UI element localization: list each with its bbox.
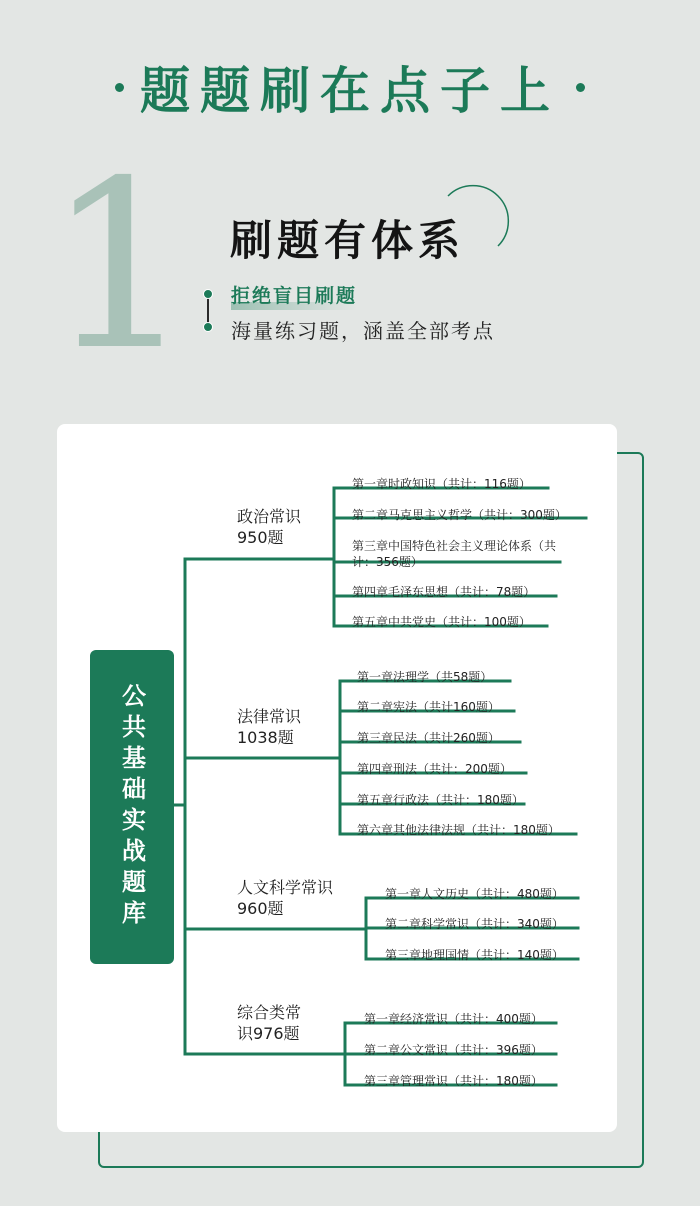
leaf-item: 第二章科学常识（共计：340题）	[385, 917, 564, 931]
section-title: 刷题有体系	[230, 216, 466, 265]
leaf-item: 第五章中共党史（共计：100题）	[352, 615, 531, 629]
leaf-item: 第三章地理国情（共计：140题）	[385, 948, 564, 962]
section-number: 1	[46, 131, 194, 401]
category-label: 法律常识 1038题	[237, 707, 302, 747]
leaf-item: 第二章公文常识（共计：396题）	[364, 1043, 543, 1057]
leaf-item: 第六章其他法律法规（共计：180题）	[357, 823, 560, 837]
mindmap-root	[90, 650, 174, 964]
section-subtitle: 海量练习题，涵盖全部考点	[231, 319, 495, 343]
leaf-item: 第二章马克思主义哲学（共计：300题）	[352, 508, 567, 522]
leaf-item: 第一章法理学（共58题）	[357, 670, 493, 684]
leaf-item: 第三章民法（共计260题）	[357, 731, 500, 745]
leaf-item: 第一章人文历史（共计：480题）	[385, 887, 564, 901]
category-label: 综合类常 识976题	[237, 1003, 302, 1043]
category-label: 政治常识 950题	[237, 507, 302, 547]
leaf-item: 第一章经济常识（共计：400题）	[364, 1012, 543, 1026]
leaf-item: 第三章中国特色社会主义理论体系（共计：356题）	[352, 539, 557, 569]
mindmap-root-label: 公共基础实战题库	[117, 683, 146, 931]
leaf-item: 第五章行政法（共计：180题）	[357, 793, 524, 807]
leaf-item: 第二章宪法（共计160题）	[357, 700, 500, 714]
leaf-item: 第四章刑法（共计：200题）	[357, 762, 512, 776]
section-subtitle-highlight: 拒绝盲目刷题	[231, 281, 357, 310]
page-title: 题题刷在点子上	[140, 61, 560, 120]
leaf-item: 第三章管理常识（共计：180题）	[364, 1074, 543, 1088]
leaf-item: 第一章时政知识（共计：116题）	[352, 477, 531, 491]
leaf-item: 第四章毛泽东思想（共计：78题）	[352, 585, 536, 599]
category-label: 人文科学常识 960题	[237, 878, 334, 918]
